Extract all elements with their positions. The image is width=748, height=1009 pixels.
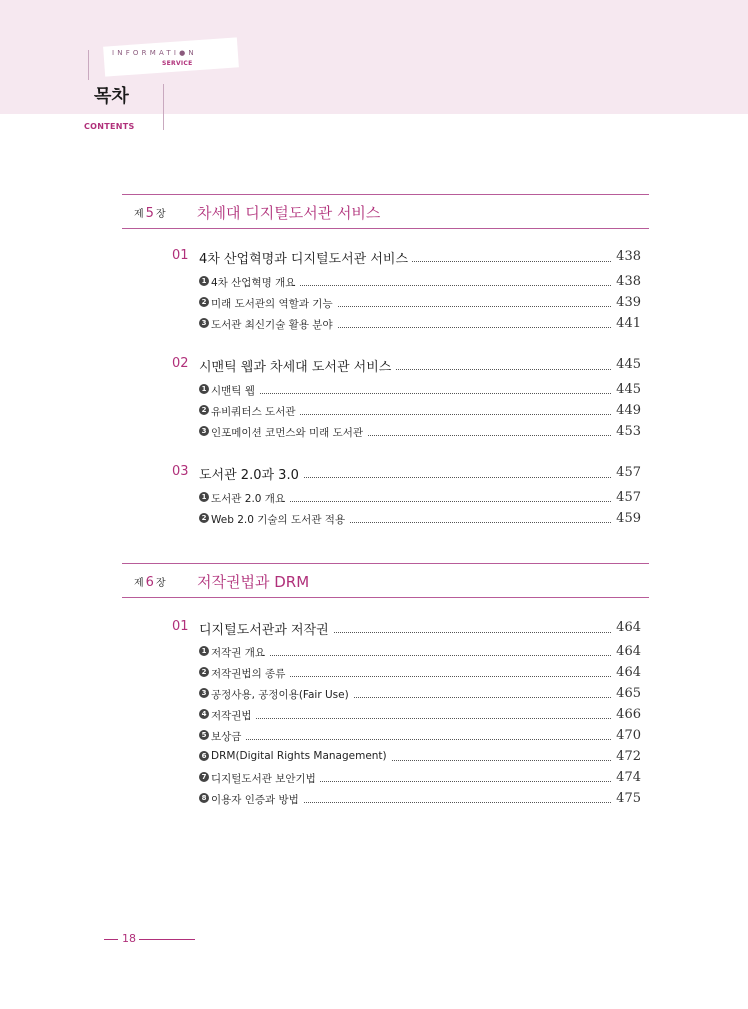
item-title: 디지털도서관 보안기법 bbox=[211, 771, 320, 786]
page-number: 464 bbox=[612, 620, 641, 635]
page-number: 464 bbox=[612, 644, 641, 659]
page-number: 457 bbox=[612, 465, 641, 480]
toc-item[interactable] bbox=[199, 665, 641, 683]
bullet-number-icon: 2 bbox=[199, 405, 209, 415]
chapter-suffix: 장 bbox=[155, 578, 166, 589]
page-number: 474 bbox=[612, 770, 641, 785]
bullet-number-icon: 1 bbox=[199, 492, 209, 502]
item-title: Web 2.0 기술의 도서관 적용 bbox=[211, 512, 349, 527]
bullet-number-icon: 1 bbox=[199, 384, 209, 394]
page-number: 459 bbox=[612, 511, 641, 526]
bullet-number-icon: 1 bbox=[199, 276, 209, 286]
page-number: 445 bbox=[612, 382, 641, 397]
item-title: 4차 산업혁명 개요 bbox=[211, 275, 299, 290]
page-number: 438 bbox=[612, 274, 641, 289]
bullet-number-icon: 8 bbox=[199, 793, 209, 803]
item-title: 저작권법의 종류 bbox=[211, 666, 289, 681]
chapter-prefix: 제 bbox=[134, 209, 144, 220]
toc-item[interactable] bbox=[199, 707, 641, 725]
bullet-number-icon: 6 bbox=[199, 751, 209, 761]
chapter-heading-6 bbox=[122, 563, 649, 598]
bullet-number-icon: 4 bbox=[199, 709, 209, 719]
chapter-heading-5 bbox=[122, 194, 649, 229]
page-number: 457 bbox=[612, 490, 641, 505]
toc-item[interactable] bbox=[199, 382, 641, 400]
chapter-prefix: 제 bbox=[134, 578, 144, 589]
page-number: 449 bbox=[612, 403, 641, 418]
toc-item[interactable] bbox=[199, 791, 641, 809]
page-number: 475 bbox=[612, 791, 641, 806]
toc-item[interactable] bbox=[199, 686, 641, 704]
section-title: 디지털도서관과 저작권 bbox=[199, 619, 333, 638]
page-number: 464 bbox=[612, 665, 641, 680]
page-number: 453 bbox=[612, 424, 641, 439]
section-title: 4차 산업혁명과 디지털도서관 서비스 bbox=[199, 248, 412, 267]
bullet-number-icon: 3 bbox=[199, 426, 209, 436]
item-title: 시맨틱 웹 bbox=[211, 383, 259, 398]
information-service-logo-line2: SERVICE bbox=[162, 60, 193, 67]
page-number: 465 bbox=[612, 686, 641, 701]
page-number: 472 bbox=[612, 749, 641, 764]
dot-leader bbox=[211, 655, 641, 656]
item-title: 도서관 2.0 개요 bbox=[211, 491, 289, 506]
chapter-number-label bbox=[134, 574, 166, 590]
bullet-number-icon: 3 bbox=[199, 688, 209, 698]
toc-item[interactable] bbox=[199, 274, 641, 292]
chapter-title: 저작권법과 DRM bbox=[197, 573, 310, 591]
toc-item[interactable] bbox=[199, 728, 641, 746]
item-title: 저작권 개요 bbox=[211, 645, 269, 660]
bullet-number-icon: 2 bbox=[199, 297, 209, 307]
section-number: 03 bbox=[172, 464, 189, 479]
toc-item[interactable] bbox=[199, 424, 641, 442]
information-service-logo-line1: INFORMATI●N bbox=[112, 49, 197, 57]
chapter-number-label bbox=[134, 205, 166, 221]
toc-item[interactable] bbox=[199, 295, 641, 313]
footer-page-number: 18 bbox=[122, 932, 136, 945]
item-title: 공정사용, 공정이용(Fair Use) bbox=[211, 687, 353, 702]
bullet-number-icon: 2 bbox=[199, 513, 209, 523]
toc-section[interactable] bbox=[172, 248, 641, 268]
footer-rule-right bbox=[139, 939, 195, 940]
bullet-number-icon: 1 bbox=[199, 646, 209, 656]
section-title: 시맨틱 웹과 차세대 도서관 서비스 bbox=[199, 356, 395, 375]
toc-item[interactable] bbox=[199, 490, 641, 508]
item-title: 보상금 bbox=[211, 729, 245, 744]
bullet-number-icon: 3 bbox=[199, 318, 209, 328]
toc-item[interactable] bbox=[199, 511, 641, 529]
bullet-number-icon: 5 bbox=[199, 730, 209, 740]
toc-item[interactable] bbox=[199, 770, 641, 788]
page-number: 470 bbox=[612, 728, 641, 743]
item-title: 유비쿼터스 도서관 bbox=[211, 404, 299, 419]
toc-section[interactable] bbox=[172, 464, 641, 484]
page-number: 445 bbox=[612, 357, 641, 372]
bullet-number-icon: 2 bbox=[199, 667, 209, 677]
item-title: DRM(Digital Rights Management) bbox=[211, 750, 391, 762]
toc-section[interactable] bbox=[172, 619, 641, 639]
item-title: 이용자 인증과 방법 bbox=[211, 792, 303, 807]
page-number: 439 bbox=[612, 295, 641, 310]
header-divider-right bbox=[163, 84, 164, 130]
item-title: 인포메이션 코먼스와 미래 도서관 bbox=[211, 425, 367, 440]
contents-label: CONTENTS bbox=[84, 122, 135, 131]
toc-item[interactable] bbox=[199, 644, 641, 662]
dot-leader bbox=[211, 718, 641, 719]
toc-section[interactable] bbox=[172, 356, 641, 376]
chapter-number: 6 bbox=[145, 575, 154, 590]
page-title: 목차 bbox=[94, 86, 129, 107]
toc-item[interactable] bbox=[199, 316, 641, 334]
toc-item[interactable] bbox=[199, 749, 641, 767]
chapter-number: 5 bbox=[145, 206, 154, 221]
page-number: 441 bbox=[612, 316, 641, 331]
footer-rule-left bbox=[104, 939, 118, 940]
chapter-title: 차세대 디지털도서관 서비스 bbox=[197, 204, 381, 222]
item-title: 도서관 최신기술 활용 분야 bbox=[211, 317, 337, 332]
section-title: 도서관 2.0과 3.0 bbox=[199, 464, 303, 483]
item-title: 미래 도서관의 역할과 기능 bbox=[211, 296, 337, 311]
header-divider-left bbox=[88, 50, 89, 80]
chapter-suffix: 장 bbox=[155, 209, 166, 220]
section-number: 01 bbox=[172, 619, 189, 634]
dot-leader bbox=[211, 739, 641, 740]
page-number: 438 bbox=[612, 249, 641, 264]
section-number: 01 bbox=[172, 248, 189, 263]
toc-item[interactable] bbox=[199, 403, 641, 421]
dot-leader bbox=[211, 393, 641, 394]
bullet-number-icon: 7 bbox=[199, 772, 209, 782]
page-number: 466 bbox=[612, 707, 641, 722]
section-number: 02 bbox=[172, 356, 189, 371]
item-title: 저작권법 bbox=[211, 708, 256, 723]
